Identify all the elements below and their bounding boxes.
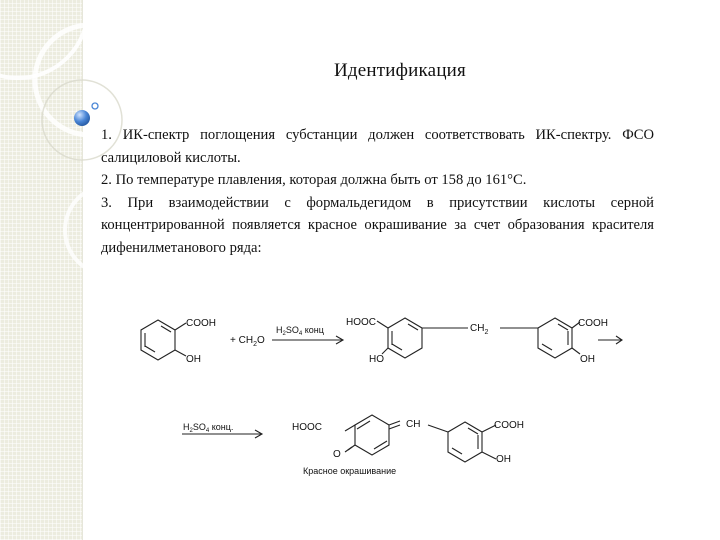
acid-label-1: $H_2SO_4$ конц: [276, 325, 324, 337]
red-color-caption: Красное окрашивание: [303, 466, 397, 476]
oh-label-2: OH: [580, 354, 595, 365]
cooh-label-2: COOH: [578, 318, 608, 329]
ch2-bridge-label: $CH_2$: [470, 323, 489, 336]
hooc-label-2: HOOC: [292, 422, 322, 433]
hooc-label-1: HOOC: [346, 317, 376, 328]
ho-label-1: HO: [369, 354, 384, 365]
o-label: O: [333, 449, 341, 460]
formaldehyde-label: + $CH_2O$: [230, 335, 265, 348]
benzene-ring-1: [141, 320, 175, 360]
cooh-label-3: COOH: [494, 420, 524, 431]
quinoid-ring: [355, 415, 389, 455]
benzene-ring-3: [538, 318, 572, 358]
acid-label-2: $H_2SO_4$ конц.: [183, 422, 234, 434]
oh-label-1: OH: [186, 354, 201, 365]
paragraph-2: 2. По температуре плавления, которая должна быть от 158 до 161°С.: [101, 172, 527, 189]
paragraph-3: 3. При взаимодействии с формальдегидом в присутствии кислоты серной концентрированной появляется красное окрашивание за счет образования красителя дифенилметанового ряда:: [101, 194, 654, 256]
benzene-ring-4: [448, 422, 482, 462]
slide-title: Идентификация: [334, 60, 466, 81]
benzene-ring-2: [388, 318, 422, 358]
ch-bridge-label: CH: [406, 419, 421, 430]
paragraph-1: 1. ИК-спектр поглощения субстанции должен соответствовать ИК-спектру. ФСО салициловой кислоты.: [101, 127, 654, 166]
cooh-label-1: COOH: [186, 318, 216, 329]
oh-label-3: OH: [496, 454, 511, 465]
